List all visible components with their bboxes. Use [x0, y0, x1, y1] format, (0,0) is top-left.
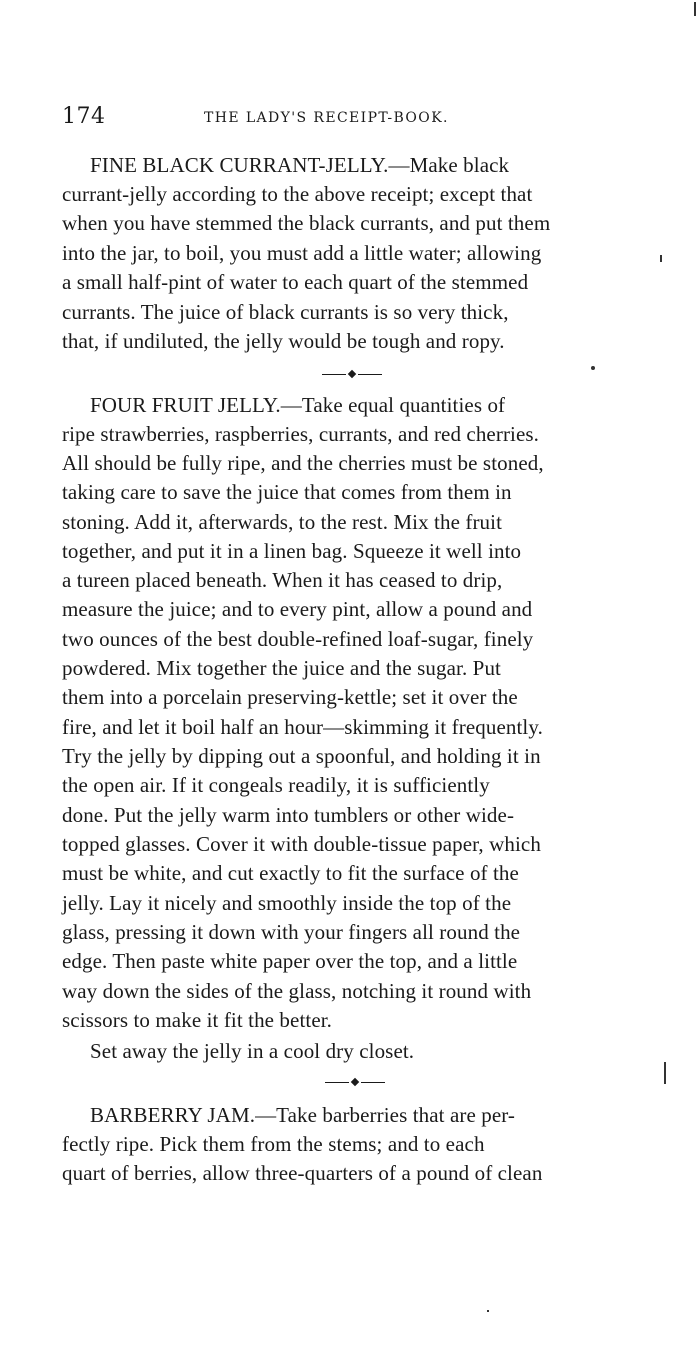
text-line: fire, and let it boil half an hour—skimming it frequently.	[62, 715, 543, 739]
section-separator	[325, 1078, 385, 1088]
running-head: THE LADY'S RECEIPT-BOOK.	[204, 110, 449, 126]
text-line: together, and put it in a linen bag. Squeeze it well into	[62, 539, 522, 563]
text-line: when you have stemmed the black currants, and put them	[62, 211, 551, 235]
margin-speck	[591, 366, 595, 370]
text-line: done. Put the jelly warm into tumblers or other wide-	[62, 803, 515, 827]
text-line: fectly ripe. Pick them from the stems; and to each	[62, 1132, 485, 1156]
text-line: scissors to make it fit the better.	[62, 1008, 333, 1032]
text-line: two ounces of the best double-refined loaf-sugar, finely	[62, 627, 534, 651]
text-line: currant-jelly according to the above receipt; except that	[62, 182, 533, 206]
margin-speck	[487, 1310, 489, 1312]
margin-speck	[660, 255, 662, 262]
separator-rule	[325, 1082, 349, 1083]
margin-speck	[694, 2, 696, 16]
margin-speck	[664, 1062, 666, 1084]
text-line: into the jar, to boil, you must add a little water; allowing	[62, 241, 542, 265]
text-line: a tureen placed beneath. When it has ceased to drip,	[62, 568, 503, 592]
text-line: the open air. If it congeals readily, it is sufficiently	[62, 773, 490, 797]
text-line: measure the juice; and to every pint, allow a pound and	[62, 597, 533, 621]
text-line: them into a porcelain preserving-kettle; set it over the	[62, 685, 518, 709]
separator-rule	[322, 374, 346, 375]
text-line: that, if undiluted, the jelly would be tough and ropy.	[62, 329, 505, 353]
text-line: Set away the jelly in a cool dry closet.	[90, 1039, 415, 1063]
text-line: FOUR FRUIT JELLY.—Take equal quantities of	[90, 393, 506, 417]
text-line: FINE BLACK CURRANT-JELLY.—Make black	[90, 153, 510, 177]
text-line: glass, pressing it down with your fingers all round the	[62, 920, 521, 944]
text-line: BARBERRY JAM.—Take barberries that are per-	[90, 1103, 516, 1127]
text-line: topped glasses. Cover it with double-tissue paper, which	[62, 832, 541, 856]
text-line: must be white, and cut exactly to fit the surface of the	[62, 861, 519, 885]
diamond-ornament-icon	[351, 1078, 359, 1086]
text-line: jelly. Lay it nicely and smoothly inside the top of the	[62, 891, 512, 915]
text-line: way down the sides of the glass, notching it round with	[62, 979, 532, 1003]
separator-rule	[361, 1082, 385, 1083]
text-line: quart of berries, allow three-quarters of a pound of clean	[62, 1161, 543, 1185]
page-header	[62, 100, 582, 134]
separator-rule	[358, 374, 382, 375]
text-line: ripe strawberries, raspberries, currants, and red cherries.	[62, 422, 540, 446]
text-line: Try the jelly by dipping out a spoonful, and holding it in	[62, 744, 541, 768]
page-number: 174	[62, 104, 106, 129]
text-line: edge. Then paste white paper over the top, and a little	[62, 949, 518, 973]
section-separator	[322, 370, 382, 380]
text-line: stoning. Add it, afterwards, to the rest. Mix the fruit	[62, 510, 503, 534]
text-line: currants. The juice of black currants is so very thick,	[62, 300, 509, 324]
text-line: a small half-pint of water to each quart of the stemmed	[62, 270, 529, 294]
text-line: All should be fully ripe, and the cherries must be stoned,	[62, 451, 544, 475]
diamond-ornament-icon	[348, 370, 356, 378]
text-line: powdered. Mix together the juice and the sugar. Put	[62, 656, 501, 680]
text-line: taking care to save the juice that comes from them in	[62, 480, 512, 504]
